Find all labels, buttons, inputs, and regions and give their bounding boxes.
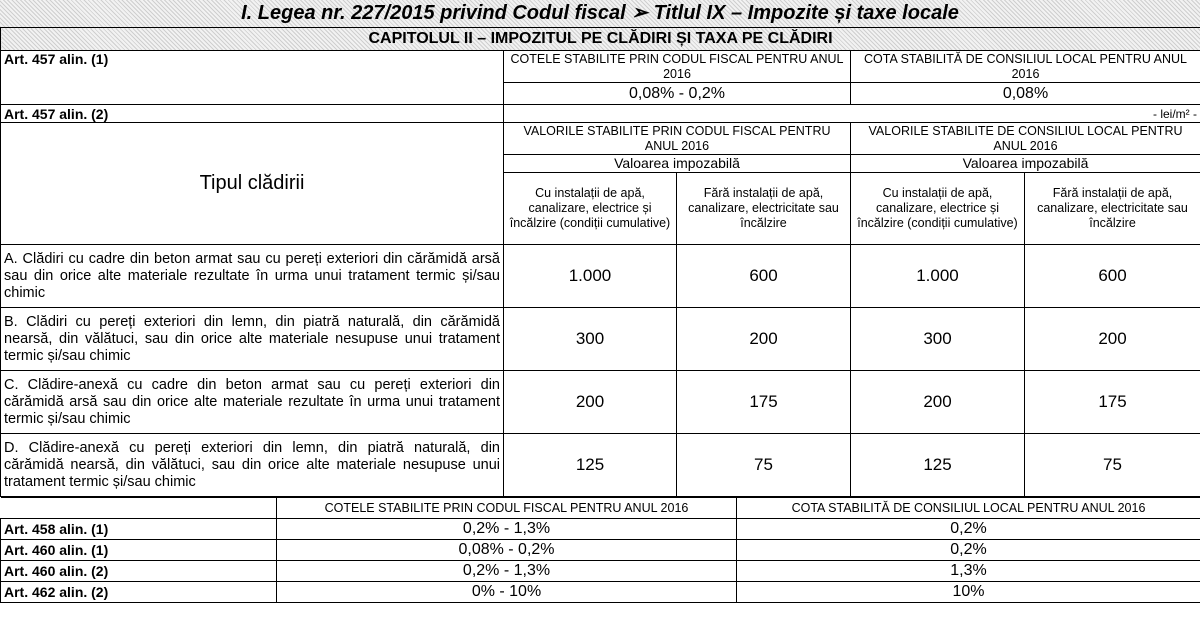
chapter-heading: CAPITOLUL II – IMPOZITUL PE CLĂDIRI ȘI TAXA PE CLĂDIRI (1, 28, 1200, 51)
fiscal-value: 0,08% - 0,2% (277, 540, 737, 561)
art-457-2-local-header: VALORILE STABILITE DE CONSILIUL LOCAL PENTRU ANUL 2016 (851, 123, 1200, 155)
without-installations-fiscal: Fără instalații de apă, canalizare, electricitate sau încălzire (677, 173, 851, 245)
table-row (1, 308, 1200, 371)
building-type-header: Tipul clădirii (1, 123, 504, 245)
local-value: 0,2% (737, 519, 1200, 540)
value-cell: 200 (1025, 308, 1200, 371)
value-cell: 200 (504, 371, 677, 434)
value-cell: 300 (504, 308, 677, 371)
fiscal-value: 0,2% - 1,3% (277, 561, 737, 582)
with-installations-fiscal: Cu instalații de apă, canalizare, electrice și încălzire (condiții cumulative) (504, 173, 677, 245)
value-cell: 1.000 (851, 245, 1025, 308)
row-label: Art. 460 alin. (1) (1, 540, 277, 561)
blank-corner (1, 498, 277, 519)
lower-local-header: COTA STABILITĂ DE CONSILIUL LOCAL PENTRU ANUL 2016 (737, 498, 1200, 519)
value-cell: 200 (851, 371, 1025, 434)
upper-table (0, 27, 1200, 497)
value-cell: 200 (677, 308, 851, 371)
art-457-2-fiscal-header: VALORILE STABILITE PRIN CODUL FISCAL PENTRU ANUL 2016 (504, 123, 851, 155)
table-row (1, 434, 1200, 497)
table-row (1, 540, 1200, 561)
art-457-1-label: Art. 457 alin. (1) (1, 51, 504, 105)
building-type-a: A. Clădiri cu cadre din beton armat sau cu pereți exteriori din cărămidă arsă sau din orice alte materiale rezultate în urma unui tratament termic și/sau chimic (1, 245, 504, 308)
value-cell: 125 (504, 434, 677, 497)
taxable-value-fiscal: Valoarea impozabilă (504, 155, 851, 173)
row-label: Art. 462 alin. (2) (1, 582, 277, 603)
table-row (1, 519, 1200, 540)
table-row (1, 371, 1200, 434)
building-type-c: C. Clădire-anexă cu cadre din beton armat sau cu pereți exteriori din cărămidă arsă sau din orice alte materiale rezultate în urma unui tratament termic și/sau chimic (1, 371, 504, 434)
art-457-2-label: Art. 457 alin. (2) (1, 105, 504, 123)
art-457-1-local-value: 0,08% (851, 83, 1200, 105)
local-value: 1,3% (737, 561, 1200, 582)
value-cell: 125 (851, 434, 1025, 497)
unit-label: - lei/m² - (504, 105, 1200, 123)
building-type-d: D. Clădire-anexă cu pereți exteriori din lemn, din piatră naturală, din cărămidă nearsă, din vălătuci, sau din orice alte materiale nesupuse unui tratament termic și/sau chimic (1, 434, 504, 497)
value-cell: 175 (677, 371, 851, 434)
local-value: 10% (737, 582, 1200, 603)
building-type-b: B. Clădiri cu pereți exteriori din lemn, din piatră naturală, din cărămidă nearsă, din vălătuci, sau din orice alte materiale nesupuse unui tratament termic și/sau chimic (1, 308, 504, 371)
taxable-value-local: Valoarea impozabilă (851, 155, 1200, 173)
value-cell: 75 (1025, 434, 1200, 497)
art-457-1-fiscal-header: COTELE STABILITE PRIN CODUL FISCAL PENTRU ANUL 2016 (504, 51, 851, 83)
page-title: I. Legea nr. 227/2015 privind Codul fiscal ➢ Titlul IX – Impozite și taxe locale (0, 0, 1200, 27)
value-cell: 600 (1025, 245, 1200, 308)
local-value: 0,2% (737, 540, 1200, 561)
value-cell: 1.000 (504, 245, 677, 308)
art-457-1-fiscal-value: 0,08% - 0,2% (504, 83, 851, 105)
table-row (1, 561, 1200, 582)
row-label: Art. 460 alin. (2) (1, 561, 277, 582)
value-cell: 75 (677, 434, 851, 497)
table-row (1, 245, 1200, 308)
row-label: Art. 458 alin. (1) (1, 519, 277, 540)
value-cell: 300 (851, 308, 1025, 371)
table-row (1, 582, 1200, 603)
with-installations-local: Cu instalații de apă, canalizare, electrice și încălzire (condiții cumulative) (851, 173, 1025, 245)
fiscal-value: 0,2% - 1,3% (277, 519, 737, 540)
value-cell: 600 (677, 245, 851, 308)
art-457-1-local-header: COTA STABILITĂ DE CONSILIUL LOCAL PENTRU ANUL 2016 (851, 51, 1200, 83)
without-installations-local: Fără instalații de apă, canalizare, electricitate sau încălzire (1025, 173, 1200, 245)
lower-fiscal-header: COTELE STABILITE PRIN CODUL FISCAL PENTRU ANUL 2016 (277, 498, 737, 519)
lower-table (0, 497, 1200, 603)
fiscal-value: 0% - 10% (277, 582, 737, 603)
value-cell: 175 (1025, 371, 1200, 434)
